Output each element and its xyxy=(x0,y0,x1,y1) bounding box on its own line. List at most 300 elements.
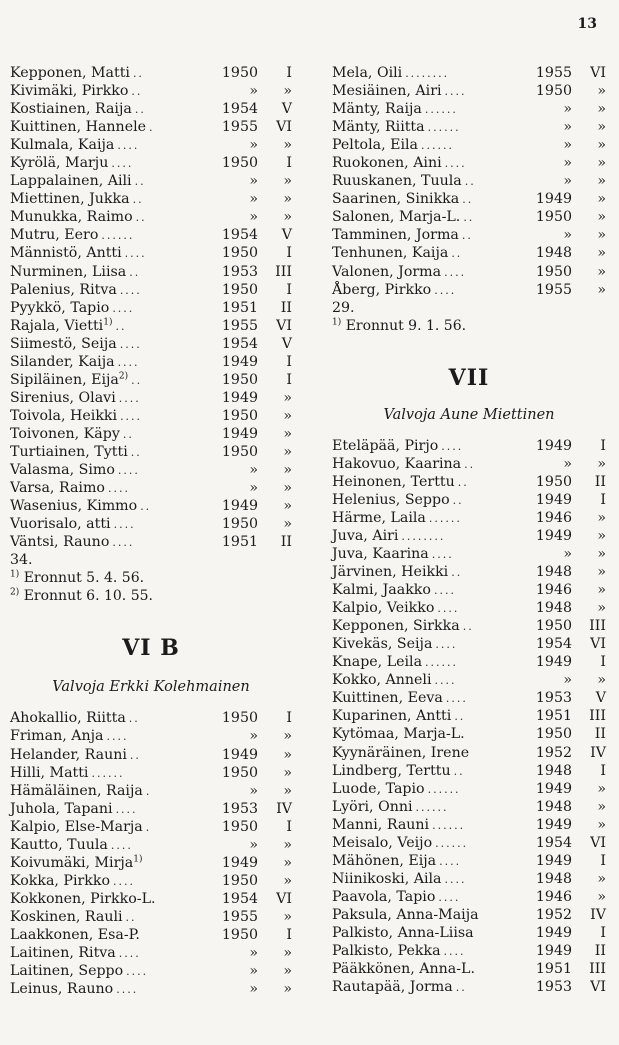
leader-dots: .... xyxy=(107,482,130,496)
entry-name: Peltola, Eila xyxy=(332,137,418,154)
leader-dots: .... xyxy=(117,464,140,478)
entry-name: Kalpio, Veikko xyxy=(332,600,435,617)
entry-name: Silander, Kaija xyxy=(10,353,115,370)
entry-name: Paavola, Tapio xyxy=(332,888,436,905)
entry-year: 1955 xyxy=(221,119,258,136)
entry-year: 1951 xyxy=(535,961,572,978)
entry-name: Siimestö, Seija xyxy=(10,335,117,352)
entry-name: Kepponen, Sirkka xyxy=(332,618,460,635)
entry-year: 1950 xyxy=(221,926,258,943)
left-footnote-2: $^{2)}$ Eronnut 6. 10. 55. xyxy=(10,587,153,605)
leader-dots: .. xyxy=(134,103,146,117)
section-6b-list xyxy=(10,709,292,998)
leader-dots: ...... xyxy=(435,836,469,850)
section-7-list xyxy=(332,437,606,996)
entry-year: 1952 xyxy=(535,744,572,761)
entry-name: Luode, Tapio xyxy=(332,780,425,797)
entry-year: 1948 xyxy=(535,600,572,617)
entry-class: » xyxy=(283,981,292,998)
entry-year: 1950 xyxy=(221,155,258,172)
entry-year: » xyxy=(563,227,572,244)
entry-name: Kyrölä, Marju xyxy=(10,155,109,172)
list-item xyxy=(10,836,292,854)
list-item xyxy=(332,100,606,118)
leader-dots: ...... xyxy=(424,103,458,117)
leader-dots: .... xyxy=(119,283,142,297)
list-item xyxy=(332,960,606,978)
leader-dots: .. xyxy=(132,193,144,207)
list-item xyxy=(332,744,606,762)
entry-name: Juva, Airi xyxy=(332,527,399,544)
list-item xyxy=(10,908,292,926)
entry-name: Koskinen, Rauli xyxy=(10,908,123,925)
entry-class: V xyxy=(281,101,292,118)
list-item xyxy=(332,563,606,581)
entry-year: 1949 xyxy=(535,437,572,454)
list-item xyxy=(10,515,292,533)
list-item xyxy=(10,371,292,389)
entry-year: 1950 xyxy=(221,443,258,460)
leader-dots: .. xyxy=(132,67,144,80)
entry-name: Kuittinen, Eeva xyxy=(332,690,443,707)
list-item xyxy=(10,443,292,461)
right-top-total: 29. xyxy=(332,299,355,316)
list-item xyxy=(10,244,292,262)
entry-name: Toivola, Heikki xyxy=(10,407,118,424)
entry-year: » xyxy=(249,981,258,998)
entry-name: Hilli, Matti xyxy=(10,764,89,781)
leader-dots: .. xyxy=(464,175,476,189)
list-item xyxy=(10,281,292,299)
list-item xyxy=(10,353,292,371)
entry-class: » xyxy=(597,816,606,833)
entry-name: Helenius, Seppo xyxy=(332,491,450,508)
entry-name: Heinonen, Terttu xyxy=(332,473,455,490)
entry-year: » xyxy=(249,83,258,100)
entry-year: 1950 xyxy=(221,710,258,727)
entry-class: » xyxy=(283,209,292,226)
entry-name: Mänty, Riitta xyxy=(332,119,425,136)
entry-name: Mutru, Eero xyxy=(10,227,99,244)
list-item xyxy=(10,764,292,782)
entry-class: » xyxy=(283,872,292,889)
list-item xyxy=(332,762,606,780)
leader-dots: .. xyxy=(453,764,465,778)
leader-dots: .... xyxy=(444,85,467,99)
right-top-list xyxy=(332,64,606,299)
list-item xyxy=(332,671,606,689)
left-top-total: 34. xyxy=(10,552,33,569)
list-item xyxy=(10,709,292,727)
entry-year: 1950 xyxy=(535,263,572,280)
entry-name: Mähönen, Eija xyxy=(332,852,437,869)
entry-class: II xyxy=(280,534,292,551)
leader-dots: . xyxy=(145,784,152,798)
leader-dots: .. xyxy=(462,620,474,634)
entry-year: 1949 xyxy=(221,425,258,442)
list-item xyxy=(10,944,292,962)
leader-dots: .. xyxy=(461,229,473,243)
list-item xyxy=(332,491,606,509)
entry-class: » xyxy=(283,498,292,515)
leader-dots: .... xyxy=(437,602,460,616)
entry-year: 1955 xyxy=(535,65,572,81)
entry-year: 1951 xyxy=(221,299,258,316)
leader-dots: .... xyxy=(438,890,461,904)
entry-year: 1946 xyxy=(535,582,572,599)
entry-year: 1950 xyxy=(535,726,572,743)
entry-name: Tenhunen, Kaija xyxy=(332,245,449,262)
entry-name: Palkisto, Anna-Liisa xyxy=(332,924,474,941)
leader-dots: ...... xyxy=(432,818,466,832)
list-item xyxy=(332,599,606,617)
list-item xyxy=(10,190,292,208)
entry-name: Valasma, Simo xyxy=(10,462,115,479)
entry-year: 1950 xyxy=(221,872,258,889)
leader-dots: .... xyxy=(439,854,462,868)
list-item xyxy=(332,798,606,816)
entry-name: Valonen, Jorma xyxy=(332,263,442,280)
section-title-6b: VI B xyxy=(122,635,180,662)
entry-name: Kuparinen, Antti xyxy=(332,708,452,725)
entry-class: » xyxy=(283,425,292,442)
entry-name: Varsa, Raimo xyxy=(10,480,105,497)
leader-dots: .. xyxy=(454,710,466,724)
entry-year: 1954 xyxy=(221,227,258,244)
list-item xyxy=(332,816,606,834)
entry-name: Hämäläinen, Raija xyxy=(10,782,143,799)
entry-class: » xyxy=(597,798,606,815)
entry-year: 1949 xyxy=(535,852,572,869)
entry-year: 1950 xyxy=(221,407,258,424)
list-item xyxy=(10,980,292,998)
entry-year: 1949 xyxy=(535,527,572,544)
entry-name: Pääkkönen, Anna-L. xyxy=(332,961,475,978)
entry-name: Palenius, Ritva xyxy=(10,281,117,298)
entry-class: » xyxy=(597,245,606,262)
entry-year: » xyxy=(249,462,258,479)
entry-class: » xyxy=(597,209,606,226)
leader-dots: .... xyxy=(106,730,129,744)
entry-class: V xyxy=(281,227,292,244)
entry-class: VI xyxy=(276,119,292,136)
leader-dots: .. xyxy=(457,475,469,489)
entry-class: » xyxy=(597,870,606,887)
list-item xyxy=(332,653,606,671)
list-item xyxy=(332,635,606,653)
entry-class: I xyxy=(600,437,606,454)
entry-year: 1951 xyxy=(221,534,258,551)
right-column xyxy=(332,64,606,996)
list-item xyxy=(10,100,292,118)
entry-class: I xyxy=(286,155,292,172)
entry-class: III xyxy=(589,961,606,978)
list-item xyxy=(332,888,606,906)
entry-class: » xyxy=(283,173,292,190)
entry-year: 1949 xyxy=(535,816,572,833)
entry-class: » xyxy=(597,509,606,526)
entry-class: I xyxy=(286,926,292,943)
entry-year: » xyxy=(249,137,258,154)
list-item xyxy=(10,461,292,479)
entry-class: » xyxy=(283,782,292,799)
entry-name: Åberg, Pirkko xyxy=(332,281,432,298)
entry-name: Nurminen, Liisa xyxy=(10,263,127,280)
entry-name: Mesiäinen, Airi xyxy=(332,83,442,100)
entry-year: 1949 xyxy=(221,498,258,515)
entry-class: » xyxy=(283,137,292,154)
list-item xyxy=(332,190,606,208)
entry-class: » xyxy=(597,600,606,617)
leader-dots: .. xyxy=(131,85,143,99)
entry-year: 1950 xyxy=(221,281,258,298)
section-7-supervisor: Valvoja Aune Miettinen xyxy=(383,406,555,423)
leader-dots: .... xyxy=(434,283,457,297)
entry-name: Kalmi, Jaakko xyxy=(332,582,431,599)
leader-dots: . xyxy=(149,121,155,135)
footnote-marker: 1) xyxy=(133,854,143,865)
entry-name: Kivimäki, Pirkko xyxy=(10,83,129,100)
leader-dots: .. xyxy=(115,319,127,333)
entry-class: » xyxy=(283,764,292,781)
entry-class: » xyxy=(283,83,292,100)
entry-class: VI xyxy=(590,636,606,653)
leader-dots: .. xyxy=(455,981,467,995)
entry-year: 1949 xyxy=(221,854,258,871)
entry-class: » xyxy=(283,963,292,980)
leader-dots: .... xyxy=(112,301,135,315)
entry-class: VI xyxy=(276,890,292,907)
list-item xyxy=(332,617,606,635)
list-item xyxy=(332,834,606,852)
leader-dots: .... xyxy=(444,265,467,279)
entry-name: Väntsi, Rauno xyxy=(10,534,110,551)
entry-class: III xyxy=(589,618,606,635)
left-footnote-1: $^{1)}$ Eronnut 5. 4. 56. xyxy=(10,569,145,587)
entry-name: Sipiläinen, Eija$^{2)}$ xyxy=(10,371,129,388)
entry-class: » xyxy=(283,191,292,208)
entry-year: 1953 xyxy=(221,800,258,817)
entry-class: II xyxy=(594,473,606,490)
list-item xyxy=(332,707,606,725)
list-item xyxy=(332,581,606,599)
entry-name: Lappalainen, Aili xyxy=(10,173,132,190)
entry-year: 1955 xyxy=(221,908,258,925)
leader-dots: .... xyxy=(110,838,133,852)
leader-dots: ...... xyxy=(425,656,459,670)
list-item xyxy=(10,208,292,226)
entry-year: » xyxy=(249,963,258,980)
leader-dots: ...... xyxy=(91,766,125,780)
leader-dots: .... xyxy=(434,674,457,688)
entry-class: » xyxy=(597,780,606,797)
entry-class: I xyxy=(600,491,606,508)
entry-year: 1946 xyxy=(535,509,572,526)
entry-class: I xyxy=(286,353,292,370)
leader-dots: .... xyxy=(444,157,467,171)
list-item xyxy=(332,136,606,154)
entry-class: II xyxy=(280,299,292,316)
leader-dots: .... xyxy=(117,139,140,153)
left-top-list xyxy=(10,64,292,551)
entry-class: I xyxy=(600,654,606,671)
leader-dots: .... xyxy=(444,872,467,886)
entry-name: Ruuskanen, Tuula xyxy=(332,173,462,190)
entry-name: Järvinen, Heikki xyxy=(332,564,449,581)
entry-class: VI xyxy=(590,65,606,81)
entry-class: » xyxy=(283,462,292,479)
entry-name: Männistö, Antti xyxy=(10,245,122,262)
leader-dots: .... xyxy=(113,518,136,532)
list-item xyxy=(10,782,292,800)
list-item xyxy=(332,281,606,299)
list-item xyxy=(332,64,606,82)
entry-year: » xyxy=(249,782,258,799)
leader-dots: .... xyxy=(443,945,466,959)
page-number: 13 xyxy=(577,16,597,32)
entry-class: I xyxy=(286,371,292,388)
entry-name: Juva, Kaarina xyxy=(332,545,429,562)
list-item xyxy=(332,978,606,996)
entry-name: Manni, Rauni xyxy=(332,816,430,833)
entry-year: 1953 xyxy=(535,979,572,996)
entry-year: 1953 xyxy=(221,263,258,280)
entry-name: Miettinen, Jukka xyxy=(10,191,130,208)
list-item xyxy=(332,455,606,473)
leader-dots: .. xyxy=(135,211,147,225)
entry-name: Rajala, Vietti$^{1)}$ xyxy=(10,316,113,334)
entry-class: » xyxy=(283,516,292,533)
entry-year: 1949 xyxy=(535,654,572,671)
entry-name: Tamminen, Jorma xyxy=(332,227,459,244)
entry-year: » xyxy=(249,836,258,853)
entry-name: Kalpio, Else-Marja xyxy=(10,818,143,835)
section-title-7: VII xyxy=(448,364,490,391)
list-item xyxy=(10,172,292,190)
entry-name: Lindberg, Terttu xyxy=(332,762,451,779)
entry-year: » xyxy=(563,119,572,136)
leader-dots: .... xyxy=(445,692,468,706)
leader-dots: .... xyxy=(115,802,138,816)
leader-dots: ...... xyxy=(421,139,454,153)
list-item xyxy=(332,852,606,870)
list-item xyxy=(10,533,292,551)
entry-class: » xyxy=(597,137,606,154)
entry-name: Pyykkö, Tapio xyxy=(10,299,110,316)
entry-class: IV xyxy=(590,906,606,923)
list-item xyxy=(332,263,606,281)
entry-year: » xyxy=(563,173,572,190)
entry-name: Juhola, Tapani xyxy=(10,800,113,817)
list-item xyxy=(10,872,292,890)
entry-year: 1951 xyxy=(535,708,572,725)
leader-dots: .... xyxy=(113,874,136,888)
footnote-marker: 1) xyxy=(103,316,113,327)
entry-name: Munukka, Raimo xyxy=(10,209,133,226)
entry-class: » xyxy=(283,480,292,497)
entry-class: » xyxy=(283,908,292,925)
entry-name: Kivekäs, Seija xyxy=(332,636,433,653)
list-item xyxy=(10,389,292,407)
entry-name: Paksula, Anna-Maija xyxy=(332,906,479,923)
leader-dots: .... xyxy=(119,337,142,351)
entry-class: » xyxy=(283,746,292,763)
list-item xyxy=(332,473,606,491)
entry-class: V xyxy=(595,690,606,707)
entry-year: 1948 xyxy=(535,870,572,887)
entry-class: III xyxy=(275,263,292,280)
list-item xyxy=(10,226,292,244)
entry-class: » xyxy=(283,836,292,853)
entry-year: 1949 xyxy=(221,389,258,406)
entry-class: » xyxy=(597,545,606,562)
entry-name: Lyöri, Onni xyxy=(332,798,413,815)
entry-name: Sirenius, Olavi xyxy=(10,389,116,406)
entry-class: » xyxy=(597,227,606,244)
entry-class: » xyxy=(283,854,292,871)
right-footnote-1: $^{1)}$ Eronnut 9. 1. 56. xyxy=(332,317,467,334)
entry-year: 1948 xyxy=(535,245,572,262)
leader-dots: .. xyxy=(134,175,146,189)
entry-name: Knape, Leila xyxy=(332,654,423,671)
entry-year: 1952 xyxy=(535,906,572,923)
entry-year: » xyxy=(563,101,572,118)
list-item xyxy=(332,870,606,888)
entry-name: Friman, Anja xyxy=(10,728,104,745)
leader-dots: .. xyxy=(125,910,137,924)
leader-dots: .. xyxy=(129,748,141,762)
entry-year: 1950 xyxy=(535,473,572,490)
leader-dots: .. xyxy=(464,457,476,471)
entry-name: Koivumäki, Mirja$^{1)}$ xyxy=(10,854,143,871)
entry-year: 1949 xyxy=(535,943,572,960)
entry-name: Wasenius, Kimmo xyxy=(10,498,138,515)
entry-class: » xyxy=(597,191,606,208)
leader-dots: .... xyxy=(118,391,141,405)
entry-class: I xyxy=(600,924,606,941)
entry-year: 1954 xyxy=(221,890,258,907)
entry-year: 1950 xyxy=(221,65,258,81)
entry-year: 1950 xyxy=(535,83,572,100)
entry-class: I xyxy=(286,818,292,835)
list-item xyxy=(332,208,606,226)
entry-class: » xyxy=(597,672,606,689)
list-item xyxy=(10,926,292,944)
list-item xyxy=(332,154,606,172)
leader-dots: .. xyxy=(451,566,463,580)
list-item xyxy=(332,226,606,244)
leader-dots: .... xyxy=(431,547,454,561)
entry-name: Kyynäräinen, Irene xyxy=(332,744,470,761)
left-column xyxy=(10,64,292,998)
list-item xyxy=(332,82,606,100)
entry-year: 1949 xyxy=(221,353,258,370)
entry-name: Turtiainen, Tytti xyxy=(10,443,128,460)
list-item xyxy=(10,64,292,82)
footnote-marker: 2) xyxy=(118,371,129,382)
entry-name: Rautapää, Jorma xyxy=(332,979,453,996)
leader-dots: .. xyxy=(452,493,464,507)
list-item xyxy=(10,818,292,836)
entry-year: 1955 xyxy=(535,281,572,298)
entry-year: 1953 xyxy=(535,690,572,707)
entry-name: Kautto, Tuula xyxy=(10,836,108,853)
list-item xyxy=(332,545,606,563)
entry-name: Salonen, Marja-L. xyxy=(332,209,461,226)
entry-year: » xyxy=(249,945,258,962)
entry-year: » xyxy=(249,191,258,208)
entry-class: » xyxy=(283,443,292,460)
